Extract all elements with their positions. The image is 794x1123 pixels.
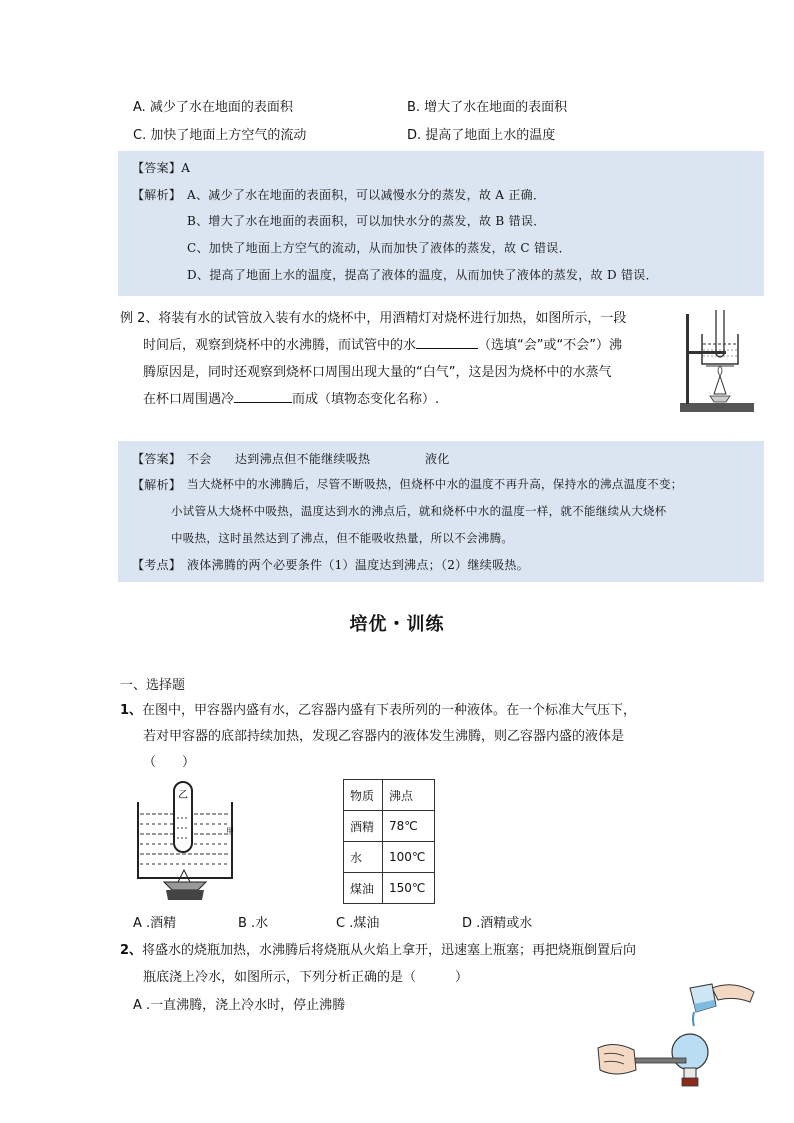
analysis-line: C、加快了地面上方空气的流动，从而加快了液体的蒸发，故 C 错误． [187, 241, 571, 255]
example2-line4-text: 在杯口周围遇冷 [143, 392, 235, 407]
q2-text: 将盛水的烧瓶加热，水沸腾后将烧瓶从火焰上拿开，迅速塞上瓶塞；再把烧瓶倒置后向 [142, 943, 637, 958]
q2-number: 2、 [120, 943, 143, 958]
example2-line2 [143, 334, 622, 353]
answer-item: 液化 [425, 452, 450, 466]
q1-text: 在图中，甲容器内盛有水，乙容器内盛有下表所列的一种液体。在一个标准大气压下， [142, 703, 637, 718]
example2-line4-tail: 而成（填物态变化名称）. [292, 392, 440, 407]
example2-line4 [143, 388, 439, 407]
two-container-figure [134, 778, 237, 902]
q2-line1 [120, 939, 636, 958]
analysis-line: A、减少了水在地面的表面积，可以减慢水分的蒸发，故 A 正确． [187, 188, 546, 202]
blank-2[interactable] [234, 390, 292, 403]
q1-option-b: B .水 [238, 916, 269, 931]
table-cell: 酒精 [344, 811, 383, 842]
table-cell: 78℃ [382, 811, 434, 842]
table-cell: 150℃ [382, 873, 434, 904]
boiling-point-table [343, 779, 435, 904]
label-jia: 甲 [226, 827, 234, 836]
option-d: D. 提高了地面上水的温度 [407, 128, 556, 143]
option-b: B. 增大了水在地面的表面积 [407, 100, 568, 115]
label-yi: 乙 [178, 790, 188, 801]
answer-item: 达到沸点但不能继续吸热 [235, 452, 371, 466]
q1-paren: （ ） [143, 755, 196, 770]
analysis-line: 当大烧杯中的水沸腾后，尽管不断吸热，但烧杯中水的温度不再升高，保持水的沸点温度不变； [187, 477, 683, 491]
table-header: 物质 [344, 780, 383, 811]
q2-option-a: A .一直沸腾，浇上冷水时，停止沸腾 [133, 998, 346, 1013]
analysis-line: 中吸热，这时虽然达到了沸点，但不能吸收热量，所以不会沸腾。 [171, 531, 514, 545]
inverted-flask-figure [594, 978, 760, 1088]
q1-line2: 若对甲容器的底部持续加热，发现乙容器内的液体发生沸腾，则乙容器内盛的液体是 [143, 729, 625, 744]
analysis-line: D、提高了地面上水的温度，提高了液体的温度，从而加快了液体的蒸发，故 D 错误． [187, 268, 658, 282]
q1-line1 [120, 699, 636, 718]
point-label: 【考点】 [132, 558, 182, 572]
example2-line2-text: 时间后，观察到烧杯中的水沸腾，而试管中的水 [143, 338, 417, 353]
q1-option-a: A .酒精 [133, 916, 177, 931]
analysis-label: 【解析】 [132, 478, 182, 492]
section-title: 培优・训练 [349, 614, 445, 635]
q1-number: 1、 [120, 703, 143, 718]
table-cell: 100℃ [382, 842, 434, 873]
table-header-row [344, 780, 435, 811]
blank-1[interactable] [416, 336, 478, 349]
example2-line3: 腾原因是，同时还观察到烧杯口周围出现大量的“白气”，这是因为烧杯中的水蒸气 [143, 365, 612, 380]
example2-line1: 例 2、将装有水的试管放入装有水的烧杯中，用酒精灯对烧杯进行加热，如图所示，一段 [120, 311, 627, 326]
table-header: 沸点 [382, 780, 434, 811]
analysis-line: B、增大了水在地面的表面积，可以加快水分的蒸发，故 B 错误． [187, 214, 546, 228]
table-row [344, 811, 435, 842]
q2-line2: 瓶底浇上冷水，如图所示，下列分析正确的是（ ） [143, 970, 469, 985]
answer-text: 【答案】A [132, 161, 191, 175]
answer-panel-1 [118, 151, 764, 296]
q1-option-c: C .煤油 [336, 916, 380, 931]
point-text: 液体沸腾的两个必要条件（1）温度达到沸点；（2）继续吸热。 [187, 558, 529, 572]
answer-panel-2 [118, 441, 764, 582]
answer-item: 不会 [187, 452, 212, 466]
table-cell: 煤油 [344, 873, 383, 904]
choice-heading: 一、选择题 [120, 678, 186, 693]
example2-line2-tail: （选填“会”或“不会”）沸 [478, 338, 622, 353]
answer-label: 【答案】 [132, 452, 182, 466]
analysis-line: 小试管从大烧杯中吸热，温度达到水的沸点后，就和烧杯中水的温度一样，就不能继续从大烧杯 [171, 504, 667, 518]
option-c: C. 加快了地面上方空气的流动 [133, 128, 307, 143]
beaker-testtube-figure [676, 308, 758, 414]
table-row [344, 873, 435, 904]
analysis-label: 【解析】 [132, 188, 182, 202]
option-a: A. 减少了水在地面的表面积 [133, 100, 293, 115]
table-row [344, 842, 435, 873]
table-cell: 水 [344, 842, 383, 873]
q1-option-d: D .酒精或水 [462, 916, 533, 931]
